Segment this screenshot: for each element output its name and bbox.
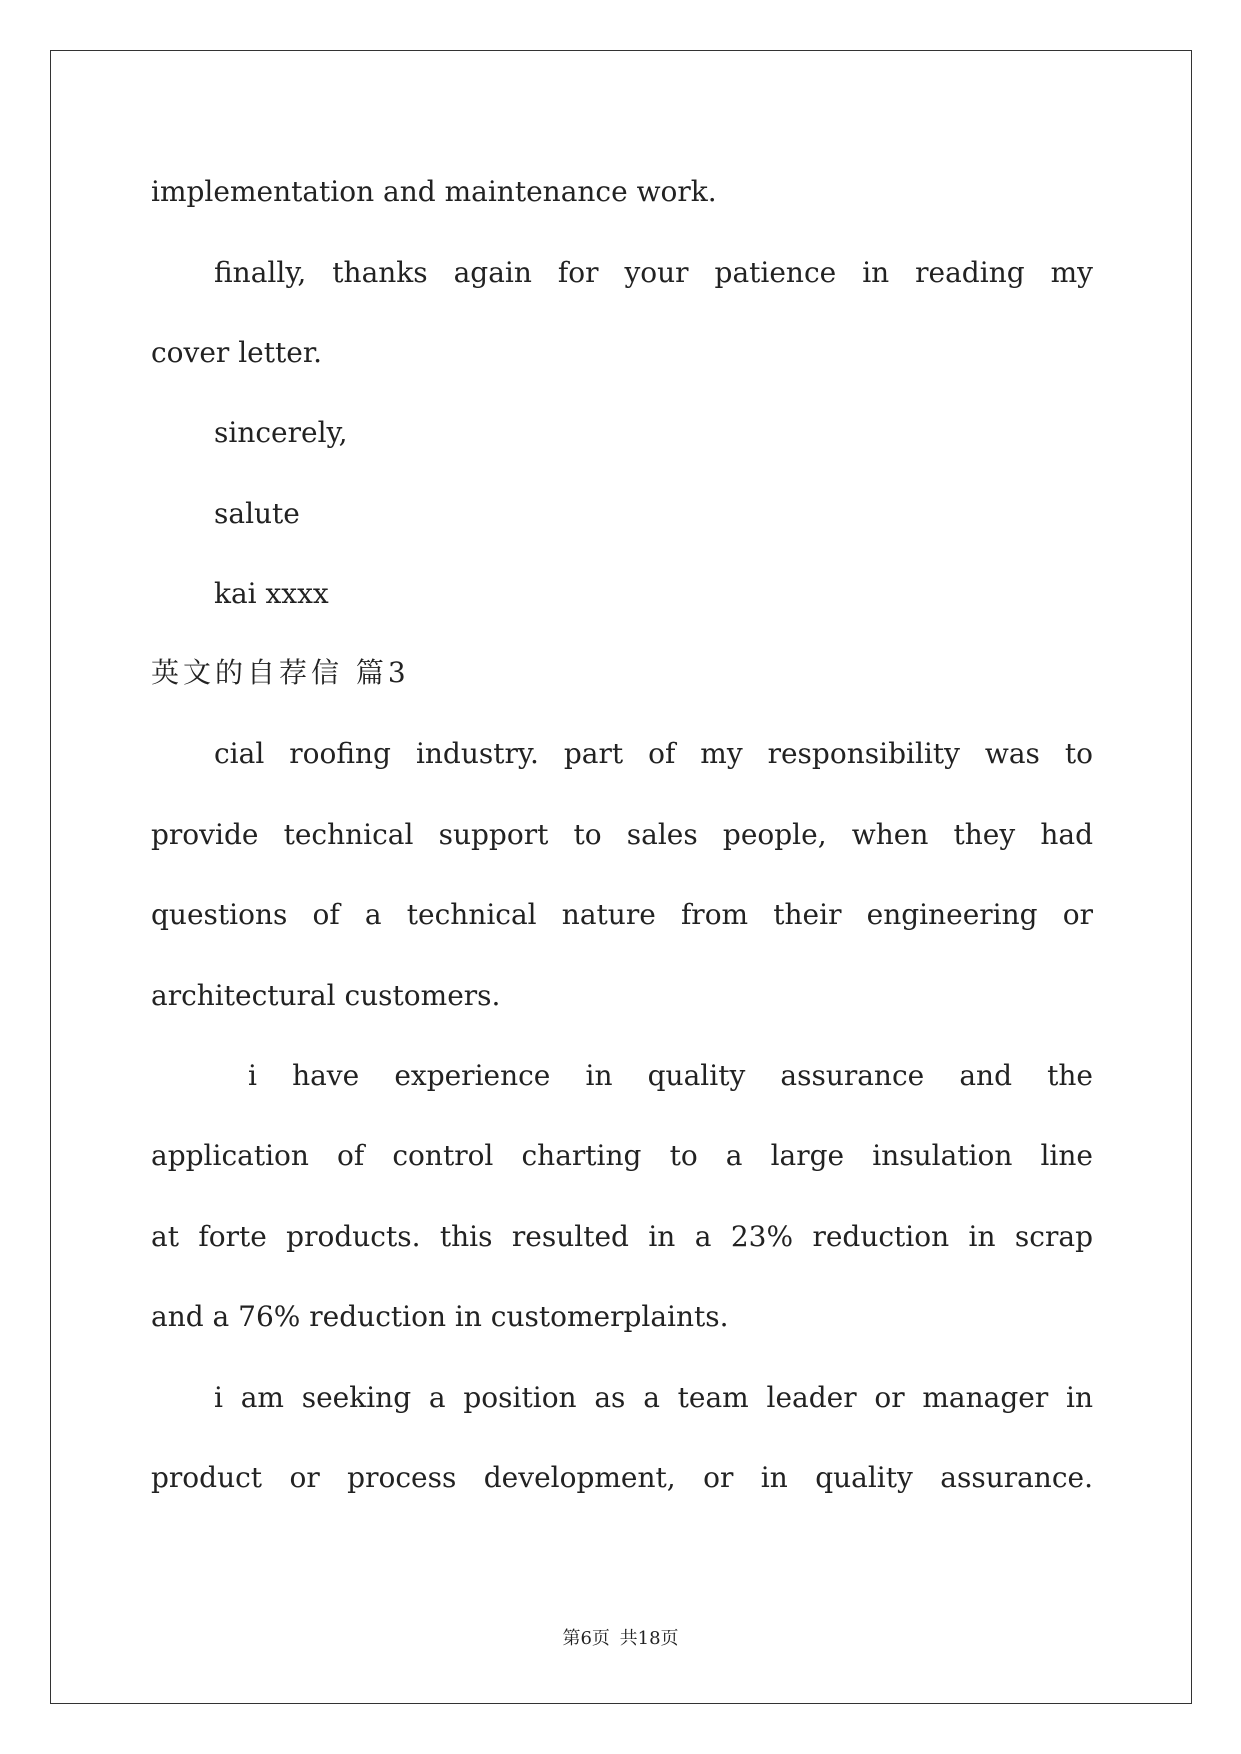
body-line-11: architectural customers.: [151, 979, 501, 1012]
body-line-10: questions of a technical nature from their engineering or: [151, 898, 1093, 931]
body-line-8: cial roofing industry. part of my responsibility was to: [214, 737, 1093, 770]
closing-sincerely: sincerely,: [214, 416, 348, 449]
body-line-15: and a 76% reduction in customerplaints.: [151, 1300, 729, 1333]
body-line-12: i have experience in quality assurance and the: [248, 1059, 1093, 1092]
body-line-16: i am seeking a position as a team leader or manager in: [214, 1381, 1093, 1414]
page-border: [50, 50, 1192, 1704]
section-heading: 英文的自荐信 篇3: [151, 656, 410, 689]
body-line-17: product or process development, or in quality assurance.: [151, 1461, 1093, 1494]
body-line-3: cover letter.: [151, 336, 323, 369]
body-line-9: provide technical support to sales people, when they had: [151, 818, 1093, 851]
closing-salute: salute: [214, 497, 300, 530]
body-line-13: application of control charting to a large insulation line: [151, 1139, 1093, 1172]
body-line-1: implementation and maintenance work.: [151, 175, 717, 208]
page-footer: [0, 1624, 1241, 1650]
signature-name: kai xxxx: [214, 577, 329, 610]
body-line-2: finally, thanks again for your patience in reading my: [214, 256, 1093, 289]
page-total: 共18页: [619, 1628, 679, 1649]
body-line-14: at forte products. this resulted in a 23% reduction in scrap: [151, 1220, 1093, 1253]
page-number: 第6页: [562, 1628, 610, 1649]
